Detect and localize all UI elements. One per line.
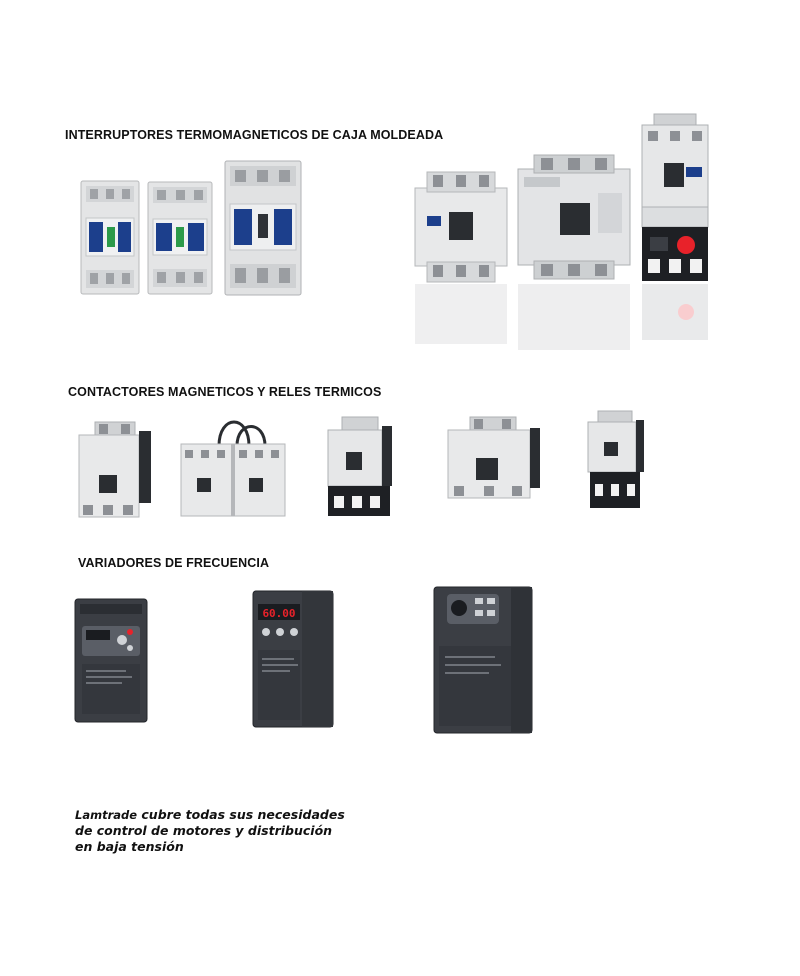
inverter-icon [433,586,533,734]
contactor-icon [413,168,509,283]
tagline-line-2: de control de motores y distribución [75,823,333,838]
inverter-icon [74,598,148,723]
contactor-icon [77,421,153,519]
tagline-line-3: en baja tensión [75,839,184,854]
brand-name: Lamtrade [75,808,138,822]
inverter-icon [252,590,334,728]
overload-relay-icon [586,410,644,510]
contactor-icon [516,153,632,281]
overload-relay-icon [640,113,710,283]
reflection-image [410,282,710,372]
frequency-display: 60.00 [262,607,296,620]
tagline-line-1: cubre todas sus necesidades [137,807,345,822]
breakers-heading: INTERRUPTORES TERMOMAGNETICOS DE CAJA MOLDEADA [65,128,444,142]
contactors-heading: CONTACTORES MAGNETICOS Y RELES TERMICOS [68,385,382,399]
tagline [75,807,345,855]
overload-relay-icon [326,416,392,518]
breaker-icon [80,180,140,295]
contactor-icon [179,414,287,518]
drives-heading: VARIADORES DE FRECUENCIA [78,556,270,570]
breaker-icon [147,181,213,295]
breaker-icon [224,160,302,296]
contactor-icon [446,416,542,500]
